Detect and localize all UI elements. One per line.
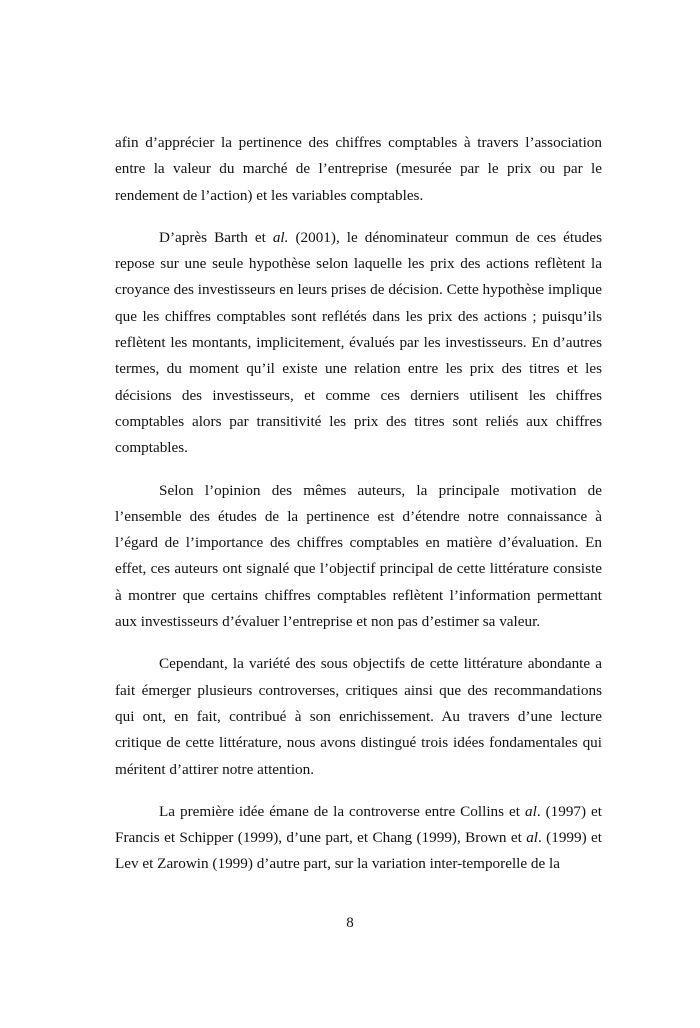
p1-text: afin d’apprécier la pertinence des chiffres comptables à travers l’association entre la valeur du marché de l’entreprise (mesurée par le prix ou par le rendement de l’action) et les variables comptables.	[115, 134, 602, 204]
p3-text: Selon l’opinion des mêmes auteurs, la principale motivation de l’ensemble des études de la pertinence est d’étendre notre connaissance à l’égard de l’importance des chiffres comptables en matière d’évaluation. En effet, ces auteurs ont signalé que l’objectif principal de cette littérature consiste à montrer que certains chiffres comptables reflètent l’information permettant aux investisseurs d’évaluer l’entreprise et non pas d’estimer sa valeur.	[115, 481, 602, 631]
p5-italic-al-2: al	[526, 829, 539, 847]
p2-text-a: D’après Barth et	[159, 228, 273, 246]
paragraph-2	[115, 225, 602, 462]
p5-italic-al-1: al	[524, 802, 537, 820]
paragraph-1	[115, 130, 602, 209]
paragraph-4	[115, 651, 602, 782]
paragraph-3	[115, 478, 602, 636]
p2-text-b: (2001), le dénominateur commun de ces études repose sur une seule hypothèse selon laquelle les prix des actions reflètent la croyance des investisseurs en leurs prises de décision. Cette hypothèse implique que les chiffres comptables sont reflétés dans les prix des actions ; puisqu’ils reflètent les montants, implicitement, évalués par les investisseurs. En d’autres termes, du moment qu’il existe une relation entre les prix des titres et les décisions des investisseurs, et comme ces derniers utilisent les chiffres comptables alors par transitivité les prix des titres sont reliés aux chiffres comptables.	[115, 228, 602, 457]
page-number: 8	[346, 915, 354, 931]
p5-text-c: . (1999) et Lev et Zarowin (1999) d’autre part, sur la variation inter-temporelle de la	[115, 829, 602, 873]
p5-text-a: La première idée émane de la controverse entre Collins et	[159, 802, 525, 820]
p5-text-b: . (1997) et Francis et Schipper (1999), d’une part, et Chang (1999), Brown et	[115, 802, 603, 847]
body-text	[115, 130, 602, 894]
p2-italic-al: al.	[272, 228, 289, 246]
p4-text: Cependant, la variété des sous objectifs de cette littérature abondante a fait émerger plusieurs controverses, critiques ainsi que des recommandations qui ont, en fait, contribué à son enrichissement. Au travers d’une lecture critique de cette littérature, nous avons distingué trois idées fondamentales qui méritent d’attirer notre attention.	[115, 655, 602, 778]
paragraph-5	[115, 799, 602, 878]
